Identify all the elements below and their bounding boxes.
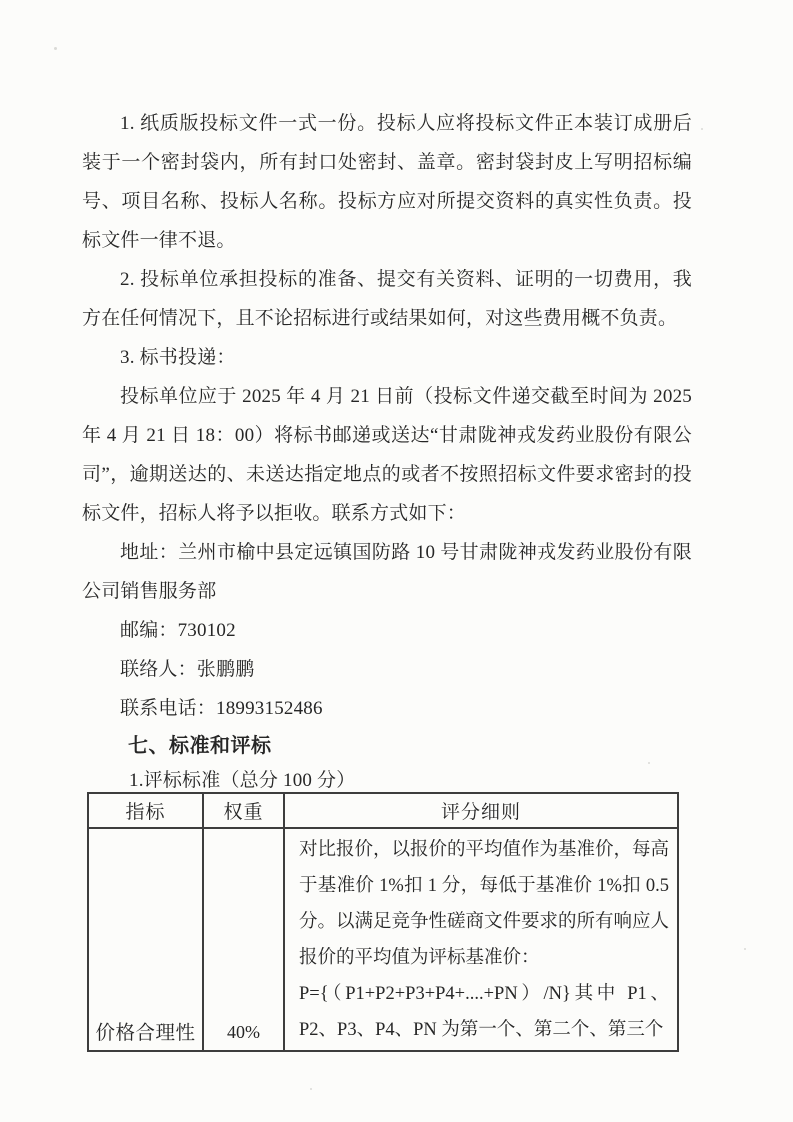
table-row xyxy=(88,828,678,1051)
table-header-weight: 权重 xyxy=(203,793,284,828)
criteria-scoring-paragraph: 对比报价，以报价的平均值作为基准价，每高于基准价 1%扣 1 分，每低于基准价 1%扣 0.5 分。以满足竞争性磋商文件要求的所有响应人报价的平均值为评标基准价： xyxy=(299,840,670,968)
paragraph-delivery-details: 投标单位应于 2025 年 4 月 21 日前（投标文件递交截至时间为 2025 年 4 月 21 日 18：00）将标书邮递或送达“甘肃陇神戎发药业股份有限公司”，逾期送达的、未送达指定地点的或者不按照招标文件要求密封的投标文件，招标人将予以拒收。联系方式如下： xyxy=(82,386,692,524)
table-header-row xyxy=(88,793,678,828)
contact-address-line: 地址：兰州市榆中县定远镇国防路 10 号甘肃陇神戎发药业股份有限公司销售服务部 xyxy=(82,542,692,602)
paragraph-packaging: 1. 纸质版投标文件一式一份。投标人应将投标文件正本装订成册后装于一个密封袋内，所有封口处密封、盖章。密封袋封皮上写明招标编号、项目名称、投标人名称。投标方应对所提交资料的真实性负责。投标文件一律不退。 xyxy=(82,113,692,251)
scan-speck xyxy=(54,47,57,50)
table-header-criteria: 评分细则 xyxy=(284,793,678,828)
paragraph-costs: 2. 投标单位承担投标的准备、提交有关资料、证明的一切费用，我方在任何情况下，且不论招标进行或结果如何，对这些费用概不负责。 xyxy=(82,269,692,329)
table-header-indicator: 指标 xyxy=(88,793,203,828)
eval-criteria-title: 1.评标标准（总分 100 分） xyxy=(129,770,356,791)
contact-phone-line: 联系电话：18993152486 xyxy=(120,698,323,719)
criteria-cell xyxy=(284,828,678,1051)
scan-speck xyxy=(744,948,746,950)
scan-speck xyxy=(701,128,703,130)
scan-speck xyxy=(310,1088,312,1090)
criteria-formula-paragraph: P={（P1+P2+P3+P4+....+PN）/N}其中 P1、P2、P3、P4、PN 为第一个、第二个、第三个 xyxy=(299,984,669,1040)
contact-person-line: 联络人：张鹏鹏 xyxy=(120,659,255,680)
paragraph-delivery-title: 3. 标书投递： xyxy=(120,347,236,368)
evaluation-criteria-table xyxy=(87,792,679,1052)
weight-cell: 40% xyxy=(203,828,284,1051)
document-body xyxy=(82,104,692,798)
indicator-cell: 价格合理性 xyxy=(88,828,203,1051)
section-heading: 七、标准和评标 xyxy=(128,735,272,757)
contact-postcode-line: 邮编：730102 xyxy=(120,620,236,641)
